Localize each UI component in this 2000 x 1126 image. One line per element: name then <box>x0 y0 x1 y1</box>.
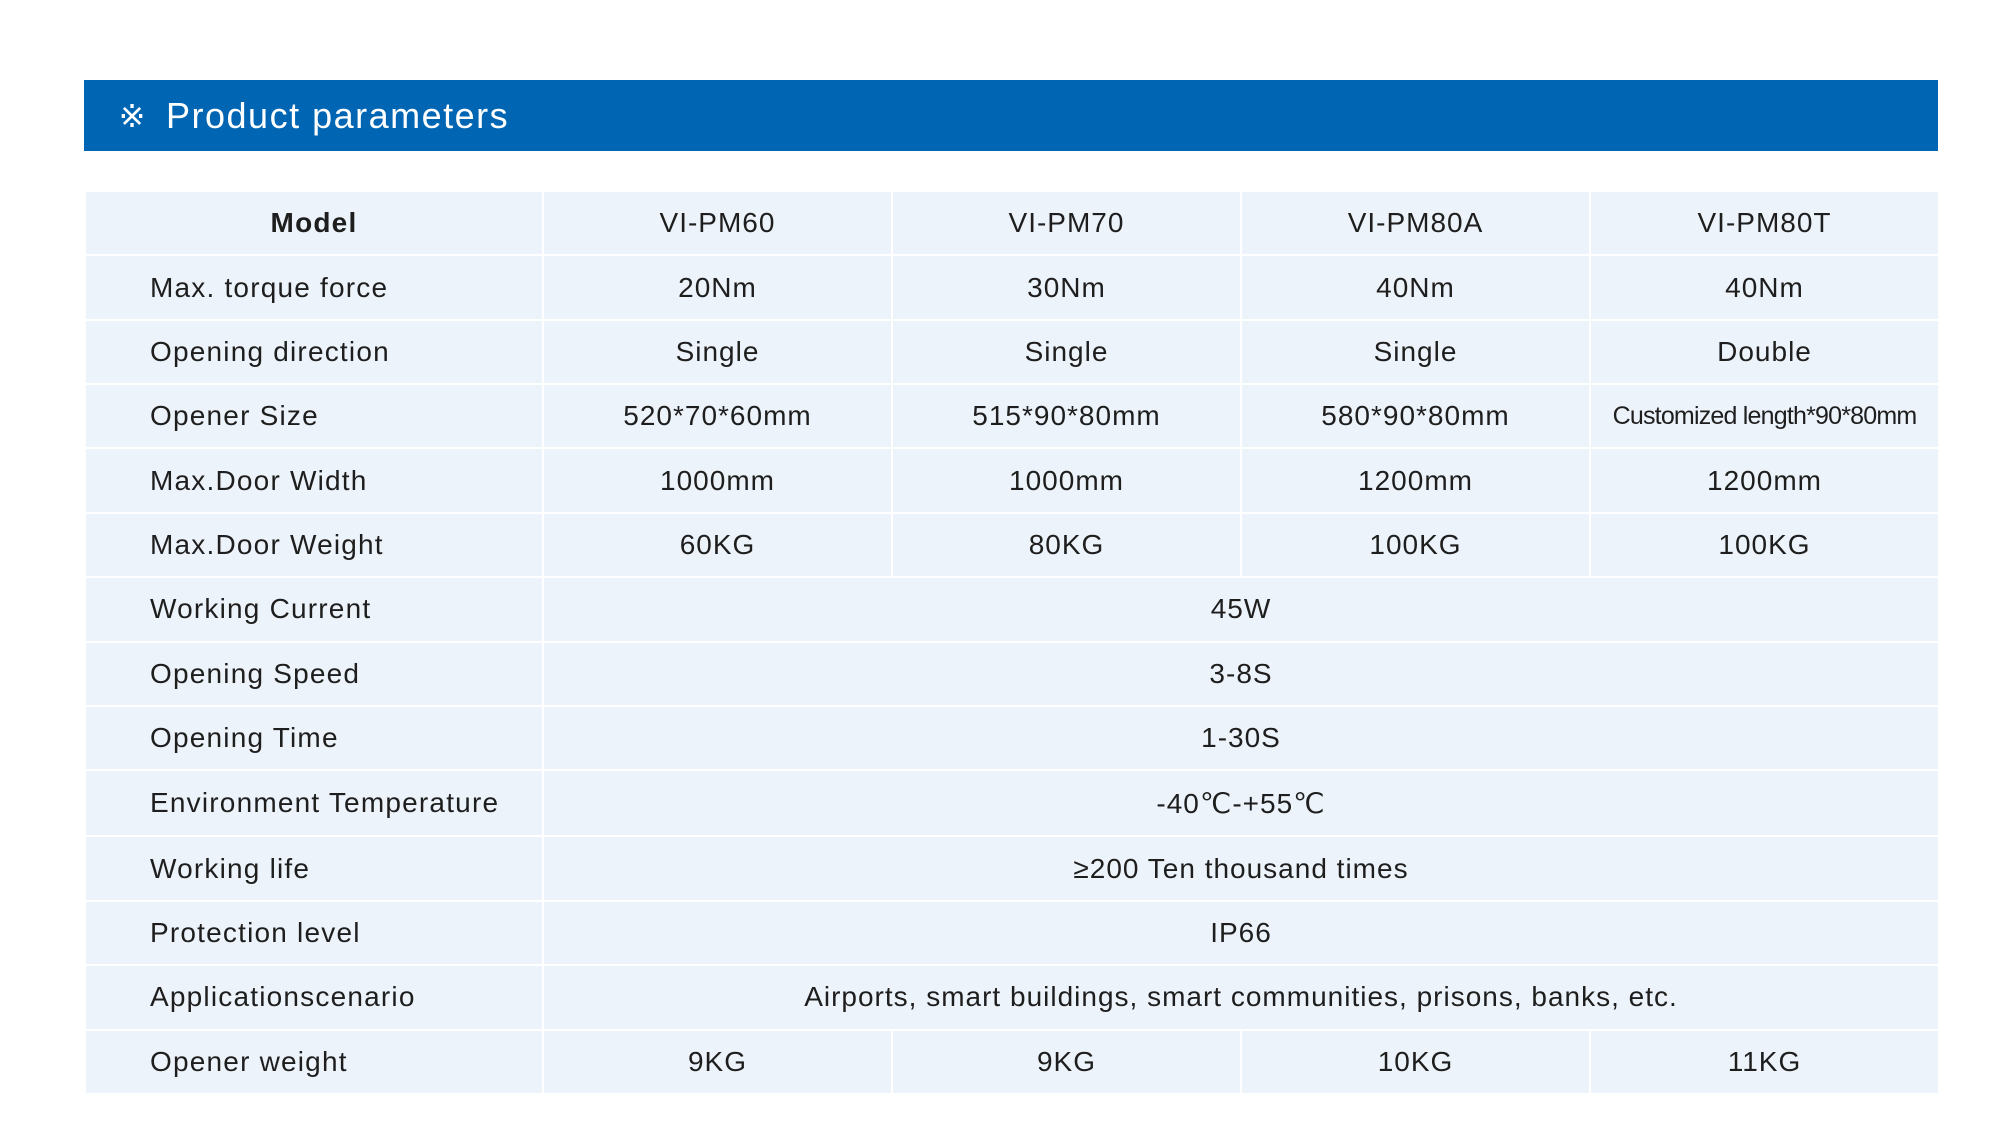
shared-value-cell: 3-8S <box>543 642 1939 706</box>
row-label: Max.Door Width <box>85 448 543 512</box>
section-header-bar <box>84 80 1938 151</box>
value-cell: 1000mm <box>543 448 892 512</box>
value-cell: 60KG <box>543 513 892 577</box>
value-cell: 1200mm <box>1590 448 1939 512</box>
value-cell: 1200mm <box>1241 448 1590 512</box>
row-label: Working Current <box>85 577 543 641</box>
value-cell: 40Nm <box>1241 255 1590 319</box>
value-cell: 1000mm <box>892 448 1241 512</box>
reference-mark-icon: ※ <box>118 96 146 135</box>
shared-value-cell: Airports, smart buildings, smart communities, prisons, banks, etc. <box>543 965 1939 1029</box>
table-row <box>85 577 1939 641</box>
value-cell: 9KG <box>543 1030 892 1094</box>
value-cell: 20Nm <box>543 255 892 319</box>
table-row <box>85 513 1939 577</box>
row-label: Working life <box>85 836 543 900</box>
row-label: Max.Door Weight <box>85 513 543 577</box>
value-cell: 40Nm <box>1590 255 1939 319</box>
value-cell: 9KG <box>892 1030 1241 1094</box>
shared-value-cell: IP66 <box>543 901 1939 965</box>
row-label: Max. torque force <box>85 255 543 319</box>
table-row <box>85 770 1939 836</box>
model-name-cell: VI-PM60 <box>543 191 892 255</box>
table-row <box>85 706 1939 770</box>
shared-value-cell: 1-30S <box>543 706 1939 770</box>
row-label: Environment Temperature <box>85 770 543 836</box>
table-row <box>85 836 1939 900</box>
table-row <box>85 448 1939 512</box>
row-label: Applicationscenario <box>85 965 543 1029</box>
row-label: Opener Size <box>85 384 543 448</box>
value-cell: 580*90*80mm <box>1241 384 1590 448</box>
value-cell: Single <box>1241 320 1590 384</box>
model-header-label: Model <box>85 191 543 255</box>
value-cell: 11KG <box>1590 1030 1939 1094</box>
value-cell: 10KG <box>1241 1030 1590 1094</box>
model-name-cell: VI-PM70 <box>892 191 1241 255</box>
value-cell: 100KG <box>1590 513 1939 577</box>
shared-value-cell: ≥200 Ten thousand times <box>543 836 1939 900</box>
model-name-cell: VI-PM80A <box>1241 191 1590 255</box>
value-cell: 30Nm <box>892 255 1241 319</box>
product-parameters-table <box>84 190 1940 1095</box>
value-cell: Customized length*90*80mm <box>1590 384 1939 448</box>
value-cell: Single <box>892 320 1241 384</box>
value-cell: 80KG <box>892 513 1241 577</box>
value-cell: 100KG <box>1241 513 1590 577</box>
shared-value-cell: -40℃-+55℃ <box>543 770 1939 836</box>
section-title: Product parameters <box>166 94 510 136</box>
table-row <box>85 901 1939 965</box>
row-label: Opener weight <box>85 1030 543 1094</box>
table-row <box>85 642 1939 706</box>
row-label: Opening Speed <box>85 642 543 706</box>
table-row <box>85 255 1939 319</box>
model-name-cell: VI-PM80T <box>1590 191 1939 255</box>
table-row <box>85 320 1939 384</box>
table-header-row <box>85 191 1939 255</box>
table-row <box>85 965 1939 1029</box>
row-label: Opening direction <box>85 320 543 384</box>
value-cell: Double <box>1590 320 1939 384</box>
table-row <box>85 1030 1939 1094</box>
shared-value-cell: 45W <box>543 577 1939 641</box>
value-cell: Single <box>543 320 892 384</box>
value-cell: 515*90*80mm <box>892 384 1241 448</box>
row-label: Protection level <box>85 901 543 965</box>
row-label: Opening Time <box>85 706 543 770</box>
value-cell: 520*70*60mm <box>543 384 892 448</box>
table-row <box>85 384 1939 448</box>
